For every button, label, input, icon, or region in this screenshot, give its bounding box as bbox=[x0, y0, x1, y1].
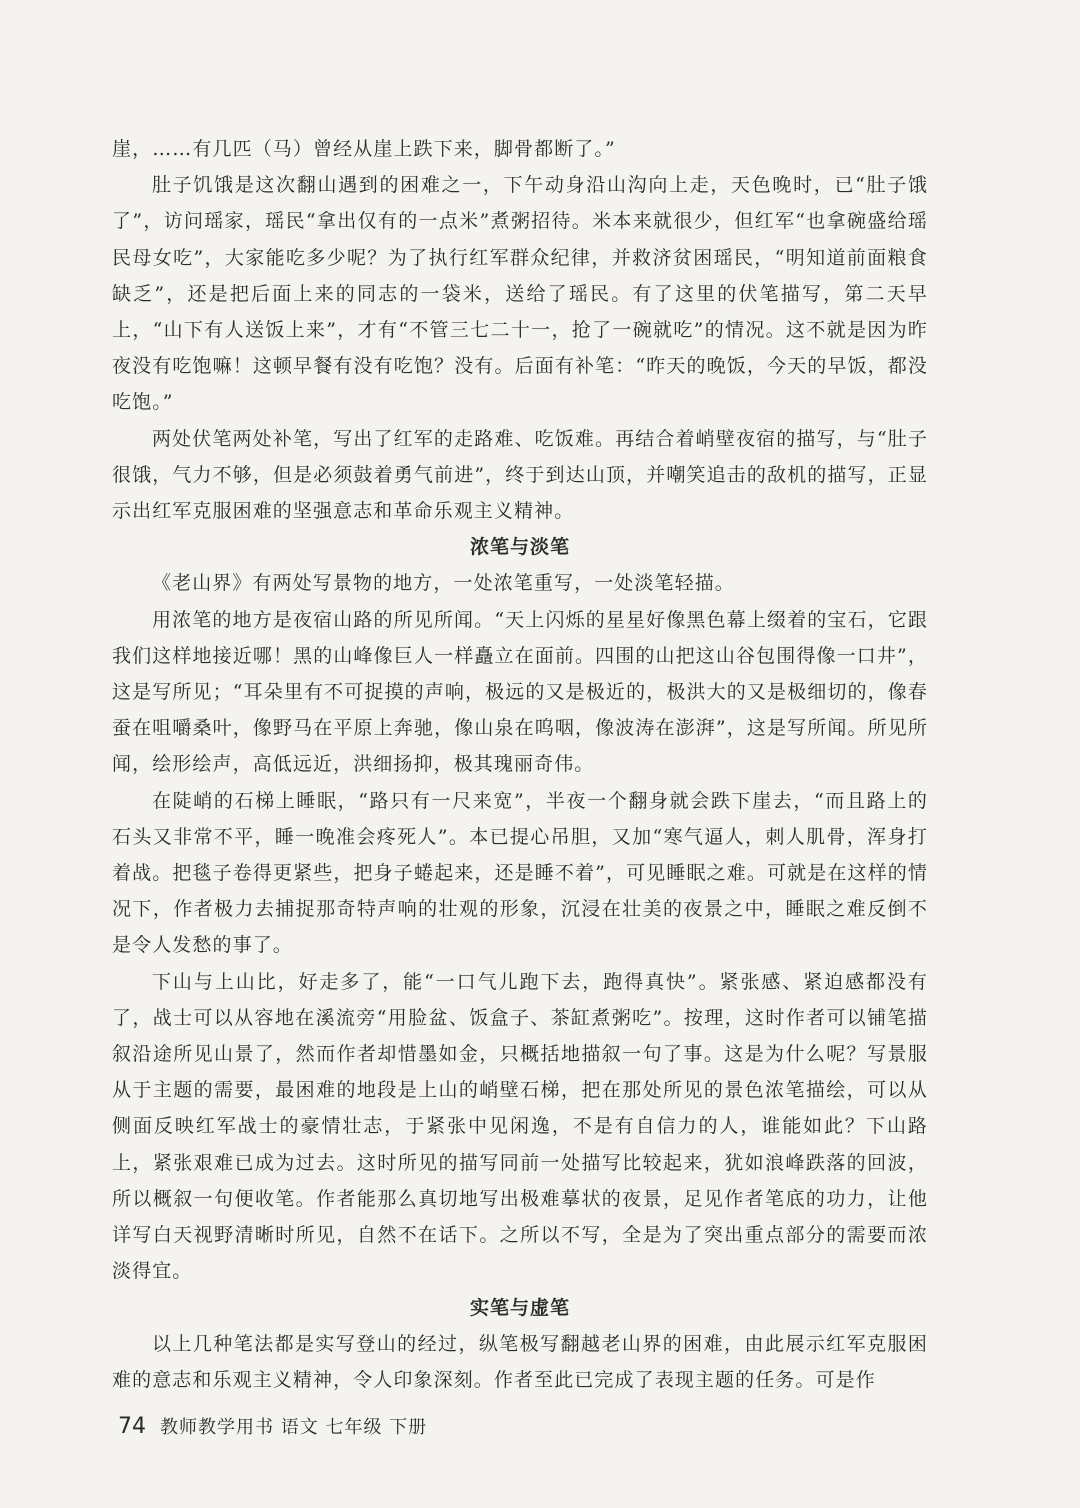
paragraph: 在陡峭的石梯上睡眠，“路只有一尺来宽”，半夜一个翻身就会跌下崖去，“而且路上的石头又非常不平，睡一晚准会疼死人”。本已提心吊胆，又加“寒气逼人，刺人肌骨，浑身打着战。把毯子卷得更紧些，把身子蜷起来，还是睡不着”，可见睡眠之难。可就是在这样的情况下，作者极力去捕捉那奇特声响的壮观的形象，沉浸在壮美的夜景之中，睡眠之难反倒不是令人发愁的事了。 bbox=[112, 789, 928, 957]
section-heading: 实笔与虚笔 bbox=[469, 1296, 570, 1319]
paragraph: 《老山界》有两处写景物的地方，一处浓笔重写，一处淡笔轻描。 bbox=[152, 572, 735, 595]
page-body bbox=[112, 131, 928, 1398]
page-footer bbox=[118, 1413, 427, 1439]
paragraph: 以上几种笔法都是实写登山的经过，纵笔极写翻越老山界的困难，由此展示红军克服困难的意志和乐观主义精神，令人印象深刻。作者至此已完成了表现主题的任务。可是作 bbox=[112, 1332, 928, 1391]
paragraph: 两处伏笔两处补笔，写出了红军的走路难、吃饭难。再结合着峭壁夜宿的描写，与“肚子很饿，气力不够，但是必须鼓着勇气前进”，终于到达山顶，并嘲笑追击的敌机的描写，正显示出红军克服困难的坚强意志和革命乐观主义精神。 bbox=[112, 427, 928, 523]
paragraph: 用浓笔的地方是夜宿山路的所见所闻。“天上闪烁的星星好像黑色幕上缀着的宝石，它跟我们这样地接近哪！黑的山峰像巨人一样矗立在面前。四围的山把这山谷包围得像一口井”，这是写所见；“耳朵里有不可捉摸的声响，极远的又是极近的，极洪大的又是极细切的，像春蚕在咀嚼桑叶，像野马在平原上奔驰，像山泉在呜咽，像波涛在澎湃”，这是写所闻。所见所闻，绘形绘声，高低远近，洪细扬抑，极其瑰丽奇伟。 bbox=[112, 608, 928, 776]
section-heading: 浓笔与淡笔 bbox=[469, 536, 570, 559]
page-number: 74 bbox=[118, 1414, 146, 1439]
book-title: 教师教学用书 语文 七年级 下册 bbox=[160, 1417, 428, 1438]
paragraph: 崖，……有几匹（马）曾经从崖上跌下来，脚骨都断了。” bbox=[112, 138, 616, 160]
paragraph: 下山与上山比，好走多了，能“一口气儿跑下去，跑得真快”。紧张感、紧迫感都没有了，战士可以从容地在溪流旁“用脸盆、饭盒子、茶缸煮粥吃”。按理，这时作者可以铺笔描叙沿途所见山景了，然而作者却惜墨如金，只概括地描叙一句了事。这是为什么呢？写景服从于主题的需要，最困难的地段是上山的峭壁石梯，把在那处所见的景色浓笔描绘，可以从侧面反映红军战士的豪情壮志，于紧张中见闲逸，不是有自信力的人，谁能如此？下山路上，紧张艰难已成为过去。这时所见的描写同前一处描写比较起来，犹如浪峰跌落的回波，所以概叙一句便收笔。作者能那么真切地写出极难摹状的夜景，足见作者笔底的功力，让他详写白天视野清晰时所见，自然不在话下。之所以不写，全是为了突出重点部分的需要而浓淡得宜。 bbox=[112, 970, 928, 1283]
paragraph: 肚子饥饿是这次翻山遇到的困难之一，下午动身沿山沟向上走，天色晚时，已“肚子饿了”，访问瑶家，瑶民“拿出仅有的一点米”煮粥招待。米本来就很少，但红军“也拿碗盛给瑶民母女吃”，大家能吃多少呢？为了执行红军群众纪律，并救济贫困瑶民，“明知道前面粮食缺乏”，还是把后面上来的同志的一袋米，送给了瑶民。有了这里的伏笔描写，第二天早上，“山下有人送饭上来”，才有“不管三七二十一，抢了一碗就吃”的情况。这不就是因为昨夜没有吃饱嘛！这顿早餐有没有吃饱？没有。后面有补笔：“昨天的晚饭，今天的早饭，都没吃饱。” bbox=[112, 174, 928, 414]
